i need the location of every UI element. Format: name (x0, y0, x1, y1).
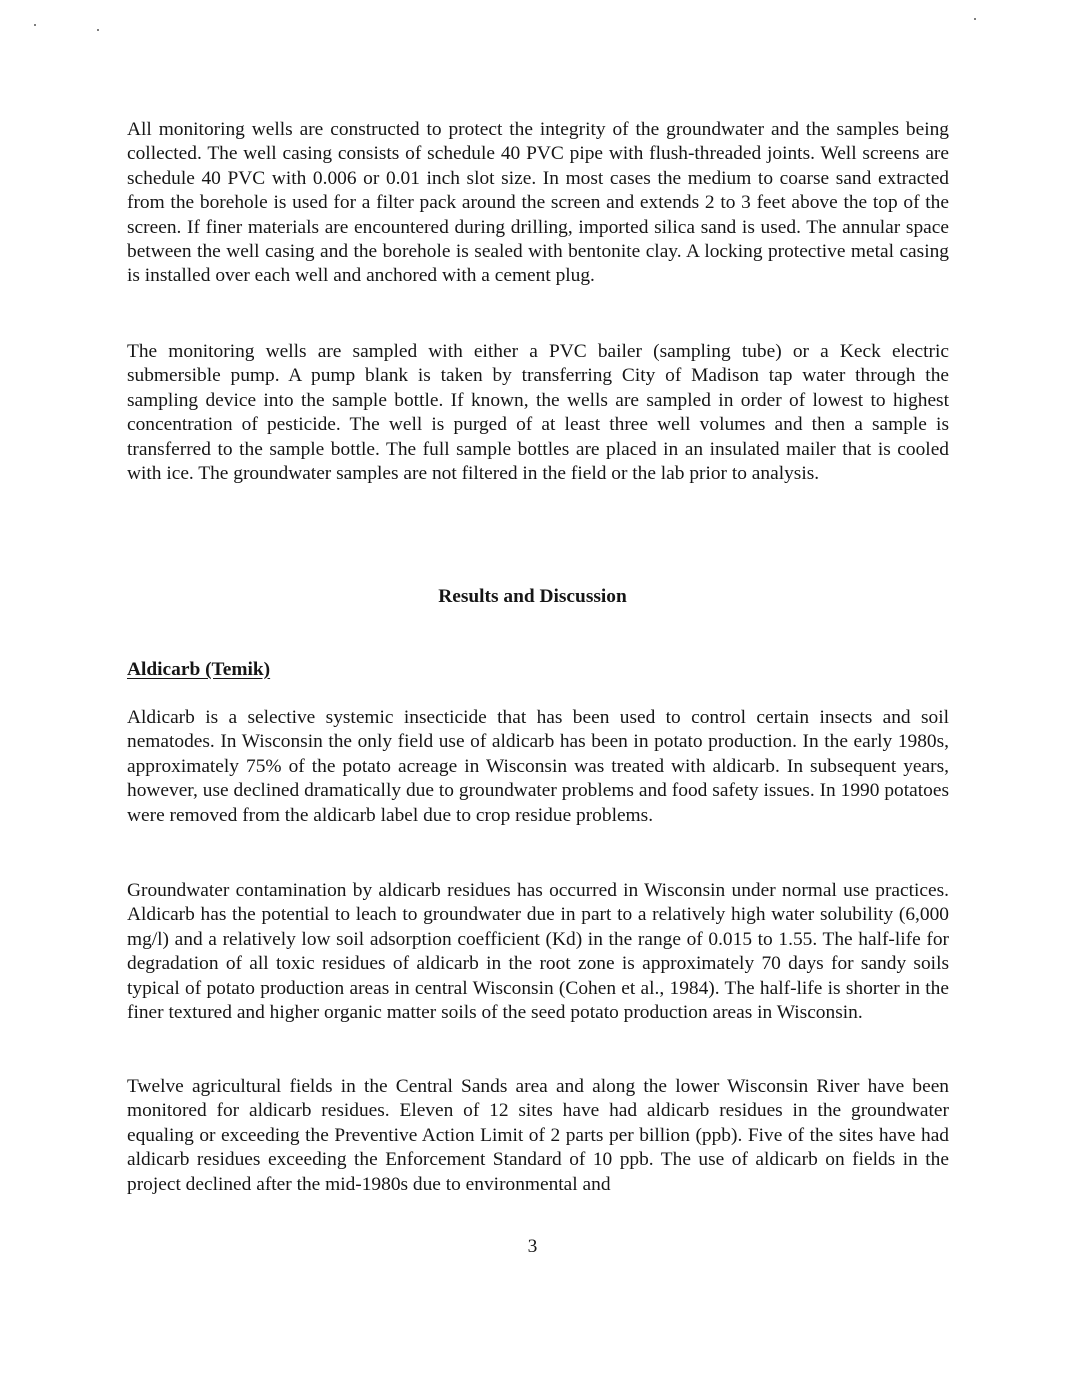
paragraph-well-construction: All monitoring wells are constructed to protect the integrity of the groundwater and the samples being collected. The well casing consists of schedule 40 PVC pipe with flush-threaded joints. Well screens are schedule 40 PVC with 0.006 or 0.01 inch slot size. In most cases the medium to coarse sand extracted from the borehole is used for a filter pack around the screen and extends 2 to 3 feet above the top of the screen. If finer materials are encountered during drilling, imported silica sand is used. The annular space between the well casing and the borehole is sealed with bentonite clay. A locking protective metal casing is installed over each well and anchored with a cement plug. (127, 119, 949, 287)
scan-speck (97, 29, 99, 31)
paragraph-well-sampling: The monitoring wells are sampled with either a PVC bailer (sampling tube) or a Keck electric submersible pump. A pump blank is taken by transferring City of Madison tap water through the sampling device into the sample bottle. If known, the wells are sampled in order of lowest to highest concentration of pesticide. The well is purged of at least three well volumes and then a sample is transferred to the sample bottle. The full sample bottles are placed in an insulated mailer that is cooled with ice. The groundwater samples are not filtered in the field or the lab prior to analysis. (127, 341, 949, 485)
subsection-heading: Aldicarb (Temik) (127, 659, 271, 680)
section-heading: Results and Discussion (438, 586, 627, 607)
paragraph-aldicarb-monitoring: Twelve agricultural fields in the Central Sands area and along the lower Wisconsin River have been monitored for aldicarb residues. Eleven of 12 sites have had aldicarb residues in the groundwater equaling or exceeding the Preventive Action Limit of 2 parts per billion (ppb). Five of the sites have had aldicarb residues exceeding the Enforcement Standard of 10 ppb. The use of aldicarb on fields in the project declined after the mid-1980s due to environmental and (127, 1076, 949, 1195)
paragraph-aldicarb-contamination: Groundwater contamination by aldicarb residues has occurred in Wisconsin under normal use practices. Aldicarb has the potential to leach to groundwater due in part to a relatively high water solubility (6,000 mg/l) and a relatively low soil adsorption coefficient (Kd) in the range of 0.015 to 1.55. The half-life for degradation of all toxic residues of aldicarb in the root zone is approximately 70 days for sandy soils typical of potato production areas in central Wisconsin (Cohen et al., 1984). The half-life is shorter in the finer textured and higher organic matter soils of the seed potato production areas in Wisconsin. (127, 880, 949, 1024)
scan-speck (34, 24, 36, 26)
scan-speck (974, 18, 976, 20)
page-number: 3 (527, 1236, 538, 1257)
paragraph-aldicarb-overview: Aldicarb is a selective systemic insecticide that has been used to control certain insects and soil nematodes. In Wisconsin the only field use of aldicarb has been in potato production. In the early 1980s, approximately 75% of the potato acreage in Wisconsin was treated with aldicarb. In subsequent years, however, use declined dramatically due to groundwater problems and food safety issues. In 1990 potatoes were removed from the aldicarb label due to crop residue problems. (127, 707, 949, 826)
